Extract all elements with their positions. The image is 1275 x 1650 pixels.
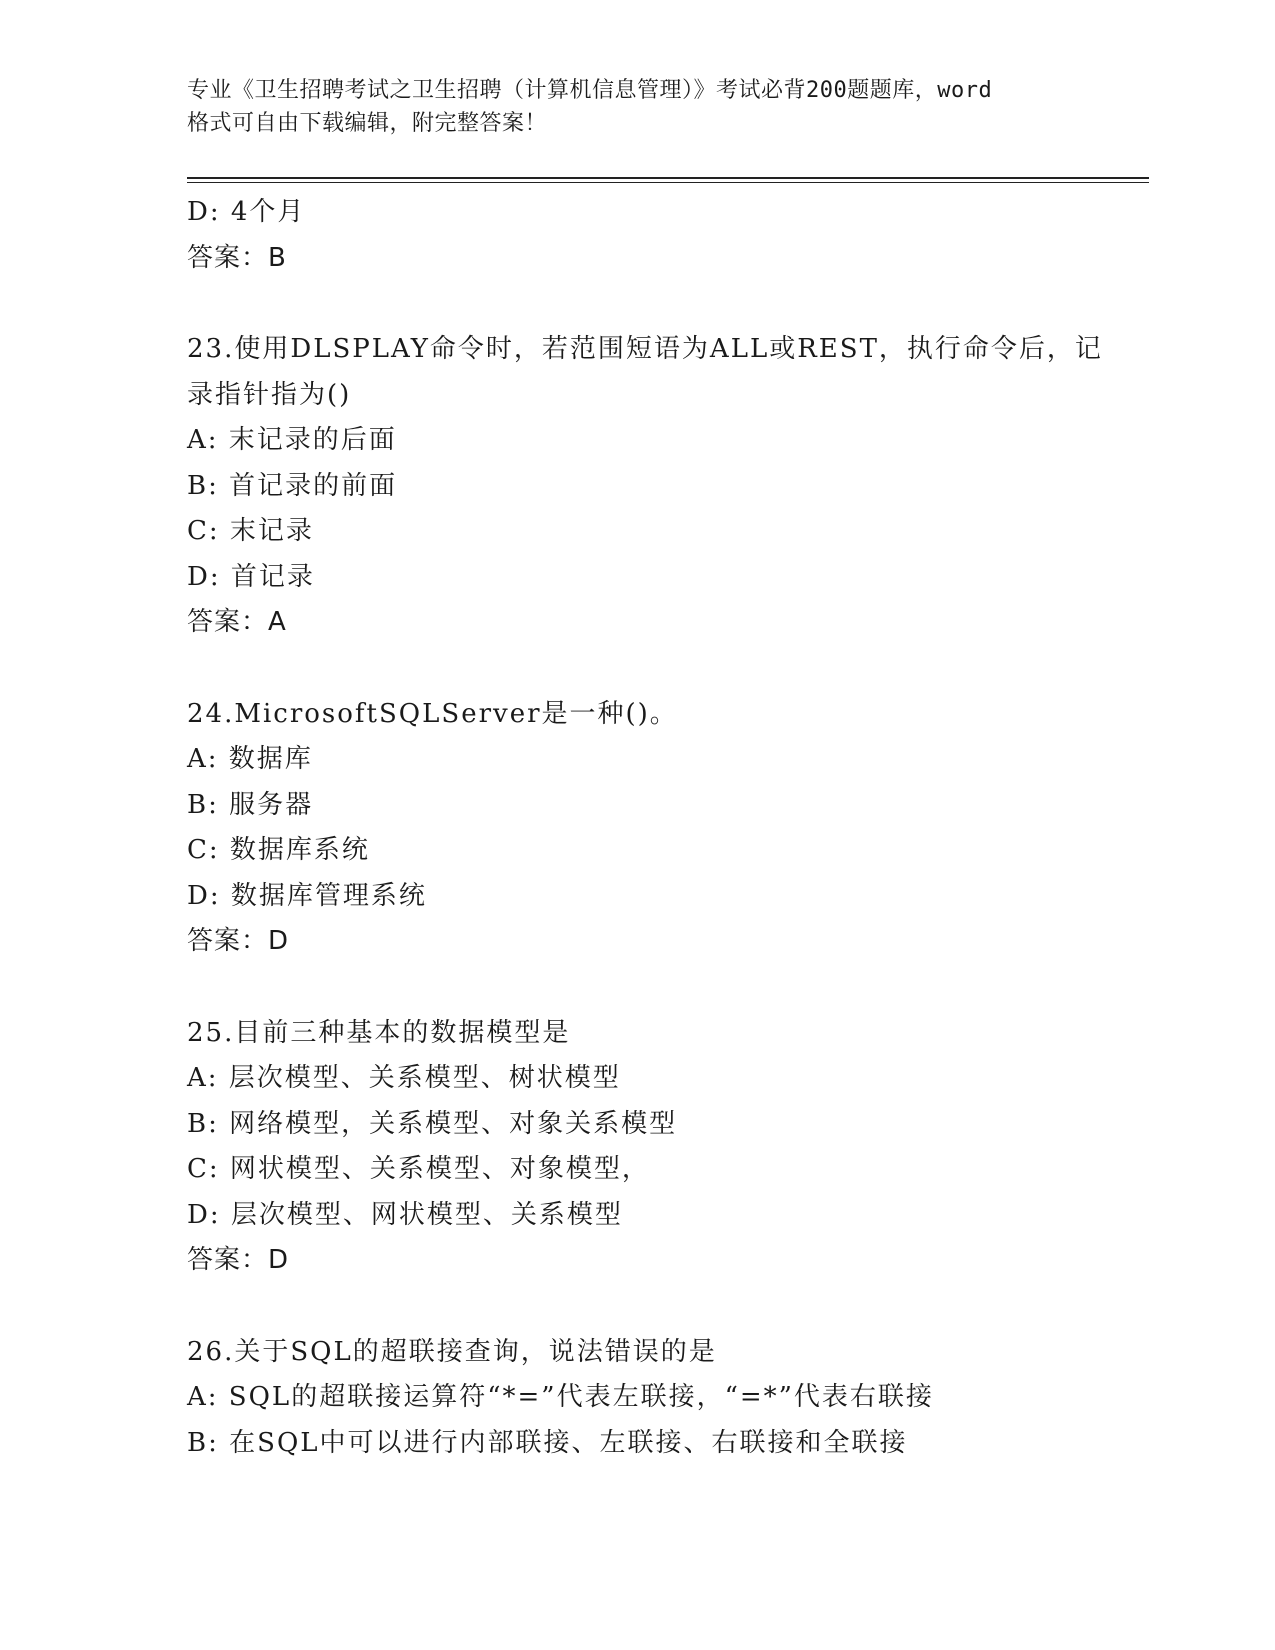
question-25 — [187, 1011, 1087, 1284]
document-body — [187, 190, 1103, 1466]
question-text: 24.MicrosoftSQLServer是一种()。 — [187, 698, 678, 729]
prev-answer: 答案：B — [187, 242, 287, 273]
header-line-2: 格式可自由下载编辑，附完整答案！ — [187, 111, 548, 136]
question-text: 26.关于SQL的超联接查询，说法错误的是 — [187, 1336, 717, 1367]
spacer — [187, 1284, 1087, 1330]
option-b: B: 服务器 — [187, 789, 314, 820]
option-a: A: 数据库 — [187, 744, 313, 774]
document-header — [187, 74, 1087, 140]
question-text: 23.使用DLSPLAY命令时，若范围短语为ALL或REST，执行命令后，记 — [187, 334, 1103, 364]
option-a: A: 层次模型、关系模型、树状模型 — [187, 1063, 621, 1093]
option-b: B: 网络模型，关系模型、对象关系模型 — [187, 1108, 678, 1139]
spacer — [187, 965, 1087, 1011]
question-text-continued: 录指针指为() — [187, 379, 352, 410]
answer: 答案：D — [187, 926, 290, 956]
question-23 — [187, 327, 1103, 646]
option-c: C: 数据库系统 — [187, 835, 370, 865]
option-b: B: 在SQL中可以进行内部联接、左联接、右联接和全联接 — [187, 1427, 908, 1458]
spacer — [187, 281, 1087, 327]
option-b: B: 首记录的前面 — [187, 470, 398, 501]
option-d: D: 首记录 — [187, 561, 315, 592]
header-divider-thick — [187, 177, 1149, 179]
option-d: D: 数据库管理系统 — [187, 880, 427, 911]
answer: 答案：A — [187, 607, 287, 637]
question-26 — [187, 1330, 1087, 1467]
prev-option-d: D: 4个月 — [187, 197, 306, 227]
answer: 答案：D — [187, 1245, 290, 1275]
header-line-1: 专业《卫生招聘考试之卫生招聘（计算机信息管理）》考试必背200题题库，word — [187, 78, 993, 103]
option-c: C: 末记录 — [187, 516, 314, 546]
question-24 — [187, 692, 1087, 965]
question-text: 25.目前三种基本的数据模型是 — [187, 1017, 571, 1048]
option-a: A: SQL的超联接运算符“*=”代表左联接，“=*”代表右联接 — [187, 1382, 934, 1412]
spacer — [187, 646, 1087, 692]
option-d: D: 层次模型、网状模型、关系模型 — [187, 1199, 623, 1230]
option-a: A: 末记录的后面 — [187, 425, 397, 455]
option-c: C: 网状模型、关系模型、对象模型， — [187, 1154, 650, 1184]
header-divider-thin — [187, 182, 1149, 183]
